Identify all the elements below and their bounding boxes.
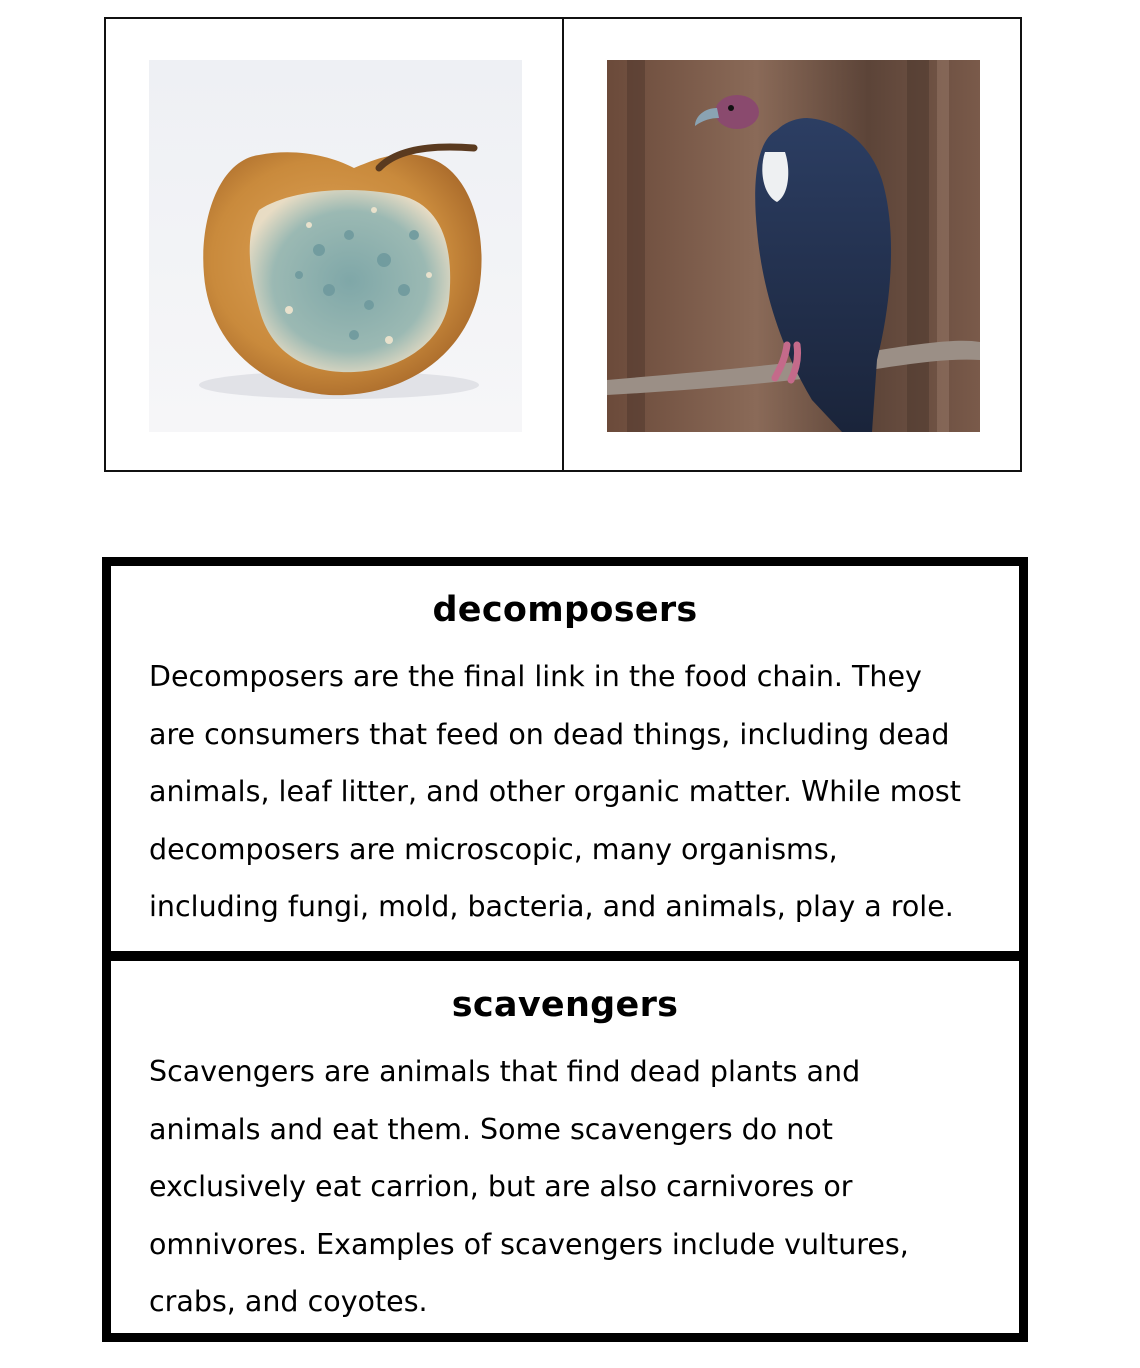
- card-divider: [111, 951, 1019, 961]
- description-line: crabs, and coyotes.: [149, 1285, 428, 1318]
- picture-card-decomposer: [106, 19, 562, 470]
- card-title: scavengers: [451, 985, 679, 1025]
- definition-card-decomposers: [111, 566, 1019, 951]
- card-description: [149, 1043, 1019, 1331]
- description-line: exclusively eat carrion, but are also carnivores or: [149, 1170, 853, 1203]
- moldy-apple-image: [149, 60, 522, 432]
- card-description: [149, 648, 1019, 936]
- picture-card-row: [104, 17, 1022, 472]
- description-line: animals and eat them. Some scavengers do not: [149, 1112, 833, 1146]
- description-line: omnivores. Examples of scavengers include vultures,: [149, 1227, 909, 1261]
- card-title: decomposers: [432, 590, 698, 630]
- description-line: Scavengers are animals that find dead plants and: [149, 1055, 861, 1088]
- vulture-image: [607, 60, 980, 432]
- definition-cards: [102, 557, 1028, 1342]
- description-line: including fungi, mold, bacteria, and animals, play a role.: [149, 890, 954, 923]
- description-line: Decomposers are the final link in the food chain. They: [149, 660, 922, 693]
- description-line: are consumers that feed on dead things, including dead: [149, 717, 950, 751]
- description-line: decomposers are microscopic, many organisms,: [149, 832, 838, 866]
- description-line: animals, leaf litter, and other organic matter. While most: [149, 775, 961, 808]
- picture-card-scavenger: [562, 19, 1020, 470]
- definition-card-scavengers: [111, 961, 1019, 1333]
